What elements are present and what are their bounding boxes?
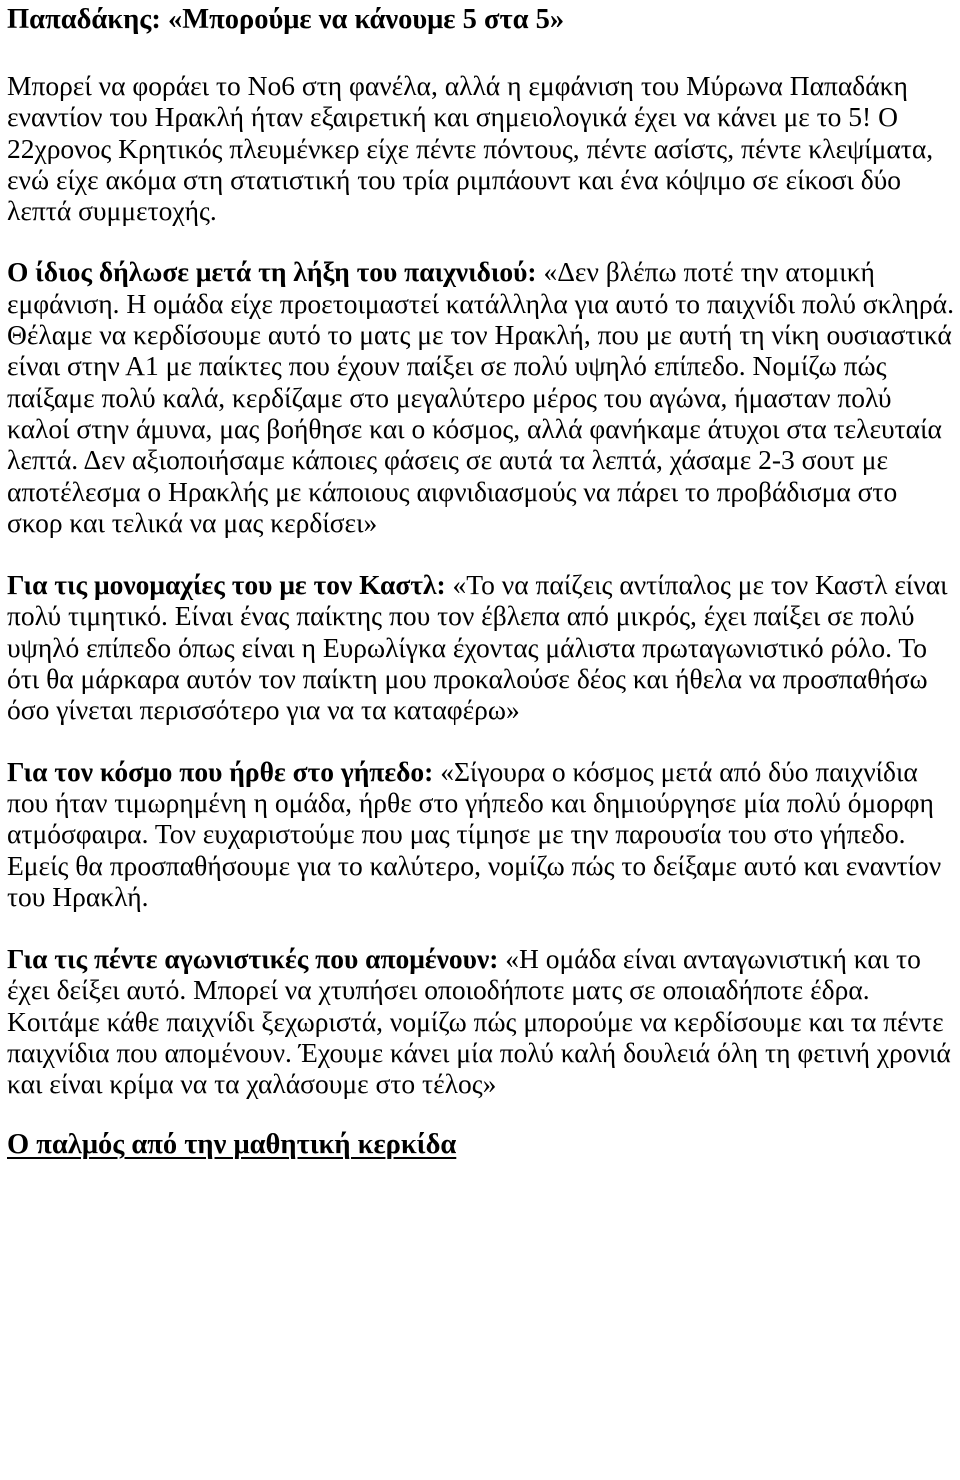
quote-text: «Το να παίζεις αντίπαλος με τον Καστλ είναι πολύ τιμητικό. Είναι ένας παίκτης που τον έβλεπα από μικρός, έχει παίξει σε πολύ υψηλό επίπεδο όπως είναι η Ευρωλίγκα έχοντας μάλιστα πρωταγωνιστικό ρόλο. Το ότι θα μάρκαρα αυτόν τον παίκτη μου προκαλούσε δέος και ήθελα να προσπαθήσω όσο γίνεται περισσότερο για να τα καταφέρω» (7, 569, 948, 726)
quote-paragraph-1 (7, 256, 955, 538)
quote-lead: Για τις μονομαχίες του με τον Καστλ: (7, 569, 446, 601)
quote-text: «Η ομάδα είναι ανταγωνιστική και το έχει δείξει αυτό. Μπορεί να χτυπήσει οποιοδήποτε ματς σε οποιαδήποτε έδρα. Κοιτάμε κάθε παιχνίδι ξεχωριστά, νομίζω πώς μπορούμε να κερδίσουμε και τα πέντε παιχνίδια που απομένουν. Έχουμε κάνει μία πολύ καλή δουλειά όλη τη φετινή χρονιά και είναι κρίμα να τα χαλάσουμε στο τέλος» (7, 943, 951, 1100)
quote-lead: Για τον κόσμο που ήρθε στο γήπεδο: (7, 755, 434, 787)
quote-text: «Δεν βλέπω ποτέ την ατομική εμφάνιση. Η ομάδα είχε προετοιμαστεί κατάλληλα για αυτό το παιχνίδι πολύ σκληρά. Θέλαμε να κερδίσουμε αυτό το ματς με τον Ηρακλή, που με αυτή τη νίκη ουσιαστικά είναι στην Α1 με παίκτες που έχουν παίξει σε πολύ υψηλό επίπεδο. Νομίζω πώς παίξαμε πολύ καλά, κερδίζαμε στο μεγαλύτερο μέρος του αγώνα, ήμασταν πολύ καλοί στην άμυνα, μας βοήθησε και ο κόσμος, αλλά φανήκαμε άτυχοι στα τελευταία λεπτά. Δεν αξιοποιήσαμε κάποιες φάσεις σε αυτά τα λεπτά, χάσαμε 2-3 σουτ με αποτέλεσμα ο Ηρακλής με κάποιους αιφνιδιασμούς να πάρει το προβάδισμα στο σκορ και τελικά να μας κερδίσει» (7, 256, 954, 538)
quote-text: «Σίγουρα ο κόσμος μετά από δύο παιχνίδια που ήταν τιμωρημένη η ομάδα, ήρθε στο γήπεδο και δημιούργησε μία πολύ όμορφη ατμόσφαιρα. Τον ευχαριστούμε που μας τίμησε με την παρουσία του στο γήπεδο. Εμείς θα προσπαθήσουμε για το καλύτερο, νομίζω πώς το δείξαμε αυτό και εναντίον του Ηρακλή. (7, 755, 942, 912)
quote-paragraph-2 (7, 569, 955, 725)
quote-paragraph-3 (7, 756, 955, 912)
section-heading: Ο παλμός από την μαθητική κερκίδα (7, 1128, 457, 1160)
quote-paragraph-4 (7, 943, 955, 1099)
quote-lead: Για τις πέντε αγωνιστικές που απομένουν: (7, 943, 499, 975)
quote-lead: Ο ίδιος δήλωσε μετά τη λήξη του παιχνιδιού: (7, 256, 537, 288)
intro-paragraph: Μπορεί να φοράει το Νο6 στη φανέλα, αλλά η εμφάνιση του Μύρωνα Παπαδάκη εναντίον του Ηρακλή ήταν εξαιρετική και σημειολογικά έχει να κάνει με το 5! Ο 22χρονος Κρητικός πλευμένκερ είχε πέντε πόντους, πέντε ασίστς, πέντε κλεψίματα, ενώ είχε ακόμα στη στατιστική του τρία ριμπάουντ και ένα κόψιμο σε είκοσι δύο λεπτά συμμετοχής. (7, 70, 934, 227)
article-title: Παπαδάκης: «Μπορούμε να κάνουμε 5 στα 5» (7, 4, 565, 35)
article (7, 0, 955, 1162)
